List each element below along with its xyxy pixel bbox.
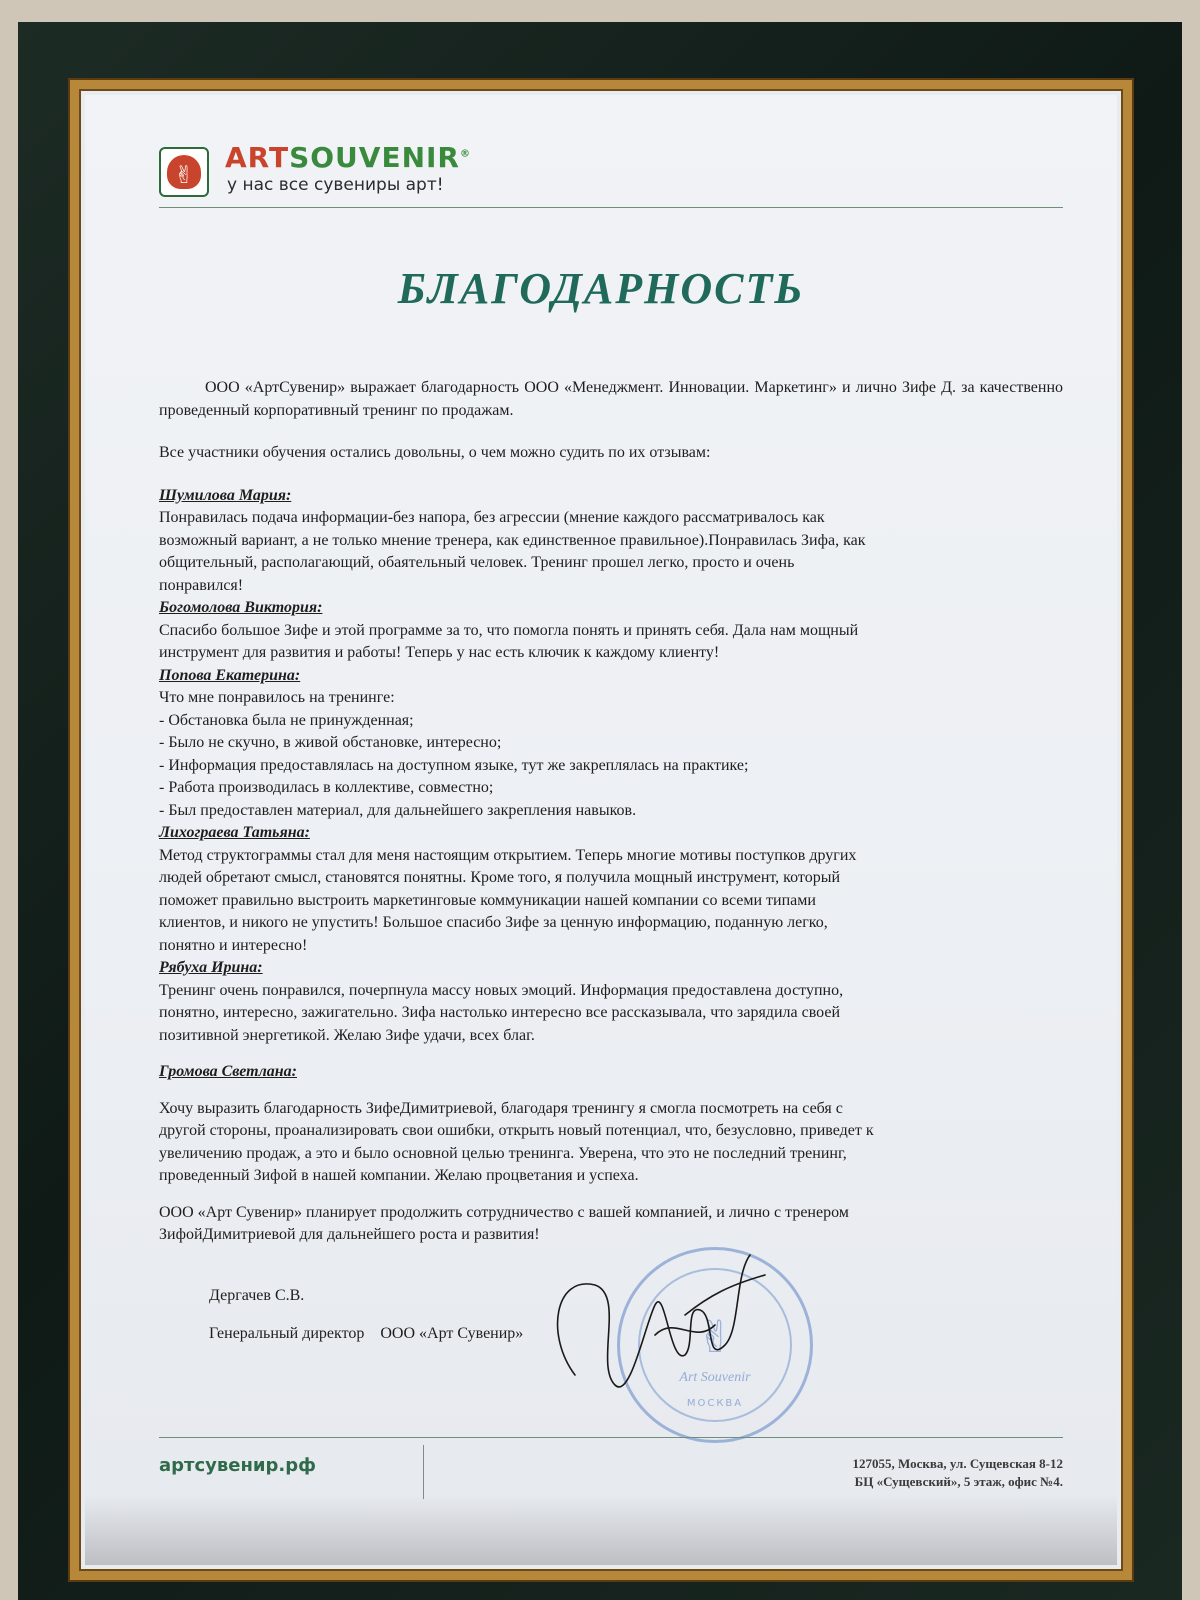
footer-address <box>852 1455 1063 1491</box>
review-name: Богомолова Виктория: <box>159 599 323 616</box>
review-line: общительный, располагающий, обаятельный человек. Тренинг прошел легко, просто и очень <box>159 554 795 571</box>
review-line: увеличению продаж, а это и было основной целью тренинга. Уверена, что это не последний тренинг, <box>159 1144 847 1162</box>
review-line: - Был предоставлен материал, для дальнейшего закрепления навыков. <box>159 801 637 819</box>
review-line: Тренинг очень понравился, почерпнула массу новых эмоций. Информация предоставлена доступно, <box>159 981 844 999</box>
review-line: позитивной энергетикой. Желаю Зифе удачи, всех благ. <box>159 1026 535 1044</box>
review-line: клиентов, и никого не упустить! Большое спасибо Зифе за ценную информацию, поданную легко, <box>159 914 828 931</box>
signatory-block <box>209 1287 523 1343</box>
intro-paragraph: ООО «АртСувенир» выражает благодарность ООО «Менеджмент. Инновации. Маркетинг» и лично Зифе Д. за качественно проведенный корпоративный тренинг по продажам. <box>159 379 1063 419</box>
review-line: Метод структограммы стал для меня настоящим открытием. Теперь многие мотивы поступков других <box>159 846 857 864</box>
review-line: Хочу выразить благодарность ЗифеДимитриевой, благодаря тренингу я смогла посмотреть на себя с <box>159 1099 843 1117</box>
review-line: Спасибо большое Зифе и этой программе за то, что помогла понять и принять себя. Дала нам мощный <box>159 621 859 639</box>
review-name: Шумилова Мария: <box>159 486 292 504</box>
review-name: Рябуха Ирина: <box>159 959 263 976</box>
letter-body <box>159 377 1063 1247</box>
footer-divider <box>159 1437 1063 1438</box>
stamp-city: МОСКВА <box>686 1398 744 1409</box>
review-line: понравился! <box>159 576 244 594</box>
stamp-bulb-icon: ✌ <box>696 1312 734 1363</box>
review-line: поможет правильно выстроить маркетинговые коммуникации нашей компании со всеми типами <box>159 891 816 909</box>
brand-name: ARTSOUVENIR® <box>225 141 471 174</box>
logo <box>159 147 209 197</box>
letter-title: БЛАГОДАРНОСТЬ <box>397 264 805 313</box>
review-line: другой стороны, проанализировать свои ошибки, открыть новый потенциал, что, безусловно, приведет к <box>159 1122 874 1139</box>
brand-tagline: у нас все сувениры арт! <box>227 175 444 195</box>
frame-gold-border <box>70 80 1132 1580</box>
review-line: проведенный Зифой в нашей компании. Желаю процветания и успеха. <box>159 1167 639 1184</box>
closing-line: ЗифойДимитриевой для дальнейшего роста и развития! <box>159 1226 540 1243</box>
signatory-position-row <box>209 1325 523 1343</box>
footer-website: артсувенир.рф <box>159 1455 316 1476</box>
review-line: - Работа производилась в коллективе, совместно; <box>159 779 494 796</box>
letter-paper <box>85 95 1117 1565</box>
review-line: возможный вариант, а не только мнение тренера, как единственное правильное).Понравилась Зифа, как <box>159 531 866 549</box>
review-line: Понравилась подача информации-без напора, без агрессии (мнение каждого рассматривалось как <box>159 509 825 526</box>
bottom-shadow <box>85 1495 1117 1565</box>
footer-vertical-divider <box>423 1445 424 1499</box>
review-line: - Обстановка была не принужденная; <box>159 711 414 729</box>
header-divider <box>159 207 1063 208</box>
review-text <box>159 1098 1063 1188</box>
review-line: Что мне понравилось на тренинге: <box>159 689 395 706</box>
footer-address-line-2: БЦ «Сущевский», 5 этаж, офис №4. <box>854 1474 1063 1489</box>
review-line: - Информация предоставлялась на доступном языке, тут же закреплялась на практике; <box>159 756 749 774</box>
review-name: Громова Светлана: <box>159 1063 297 1080</box>
signatory-name: Дергачев С.В. <box>209 1287 305 1304</box>
logo-bulb <box>167 155 201 189</box>
review-line: инструмент для развития и работы! Теперь у нас есть ключик к каждому клиенту! <box>159 644 720 661</box>
stamp-text: Art Souvenir <box>679 1370 751 1385</box>
signatory-company: ООО «Арт Сувенир» <box>380 1325 524 1342</box>
review-line: понятно, интересно, зажигательно. Зифа настолько интересно все рассказывала, что зарядила своей <box>159 1004 840 1021</box>
review-line: людей обретают смысл, становятся понятны. Кроме того, я получила мощный инструмент, который <box>159 869 841 886</box>
footer-address-line-1: 127055, Москва, ул. Сущевская 8-12 <box>852 1456 1063 1471</box>
handwritten-signature <box>535 1215 775 1405</box>
intro-summary: Все участники обучения остались довольны, о чем можно судить по их отзывам: <box>159 444 711 461</box>
reviews-list <box>159 485 1063 1048</box>
review-name: Попова Екатерина: <box>159 666 301 684</box>
review-name: Лихограева Татьяна: <box>159 824 310 841</box>
closing-line: ООО «Арт Сувенир» планирует продолжить сотрудничество с вашей компанией, и лично с тренером <box>159 1203 849 1221</box>
review-line: понятно и интересно! <box>159 936 308 954</box>
review-line: - Было не скучно, в живой обстановке, интересно; <box>159 734 502 751</box>
victory-hand-icon: ✌ <box>173 161 195 189</box>
picture-frame <box>18 22 1182 1600</box>
signatory-position: Генеральный директор <box>209 1325 365 1342</box>
